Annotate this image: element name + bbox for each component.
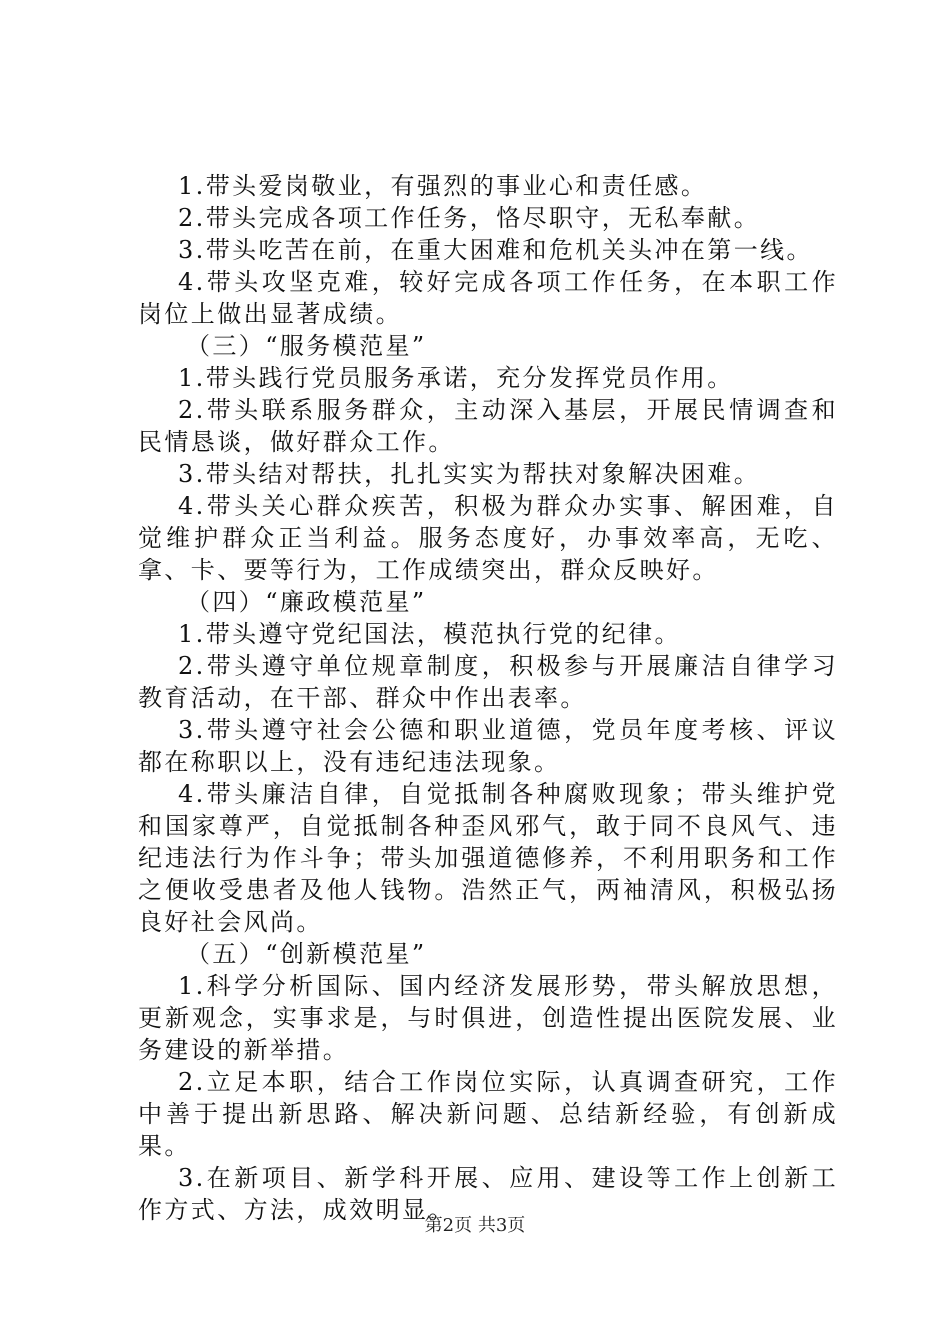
document-body (138, 170, 838, 1226)
section-heading: （四）“廉政模范星” (186, 588, 427, 616)
paragraph-item: 4.带头关心群众疾苦，积极为群众办实事、解困难，自觉维护群众正当利益。服务态度好，办事效率高，无吃、拿、卡、要等行为，工作成绩突出，群众反映好。 (138, 492, 838, 584)
paragraph-item: 3.带头遵守社会公德和职业道德，党员年度考核、评议都在称职以上，没有违纪违法现象。 (138, 716, 838, 776)
paragraph-item: 1.带头遵守党纪国法，模范执行党的纪律。 (178, 620, 681, 648)
paragraph-item: 4.带头廉洁自律，自觉抵制各种腐败现象；带头维护党和国家尊严，自觉抵制各种歪风邪气，敢于同不良风气、违纪违法行为作斗争；带头加强道德修养，不利用职务和工作之便收受患者及他人钱物。浩然正气，两袖清风，积极弘扬良好社会风尚。 (138, 780, 838, 936)
paragraph-item: 2.带头完成各项工作任务，恪尽职守，无私奉献。 (178, 204, 761, 232)
paragraph-item: 1.科学分析国际、国内经济发展形势，带头解放思想，更新观念，实事求是，与时俱进，创造性提出医院发展、业务建设的新举措。 (138, 972, 838, 1064)
paragraph-item: 3.在新项目、新学科开展、应用、建设等工作上创新工作方式、方法，成效明显。 (138, 1164, 838, 1224)
paragraph-item: 2.带头联系服务群众，主动深入基层，开展民情调查和民情恳谈，做好群众工作。 (138, 396, 838, 456)
paragraph-item: 3.带头吃苦在前，在重大困难和危机关头冲在第一线。 (178, 236, 813, 264)
paragraph-item: 1.带头爱岗敬业，有强烈的事业心和责任感。 (178, 172, 708, 200)
paragraph-item: 4.带头攻坚克难，较好完成各项工作任务，在本职工作岗位上做出显著成绩。 (138, 268, 838, 328)
paragraph-item: 2.立足本职，结合工作岗位实际，认真调查研究，工作中善于提出新思路、解决新问题、总结新经验，有创新成果。 (138, 1068, 838, 1160)
paragraph-item: 2.带头遵守单位规章制度，积极参与开展廉洁自律学习教育活动，在干部、群众中作出表率。 (138, 652, 838, 712)
page-footer: 第2页 共3页 (424, 1215, 526, 1236)
paragraph-item: 1.带头践行党员服务承诺，充分发挥党员作用。 (178, 364, 734, 392)
section-heading: （三）“服务模范星” (186, 332, 427, 360)
paragraph-item: 3.带头结对帮扶，扎扎实实为帮扶对象解决困难。 (178, 460, 761, 488)
section-heading: （五）“创新模范星” (186, 940, 427, 968)
